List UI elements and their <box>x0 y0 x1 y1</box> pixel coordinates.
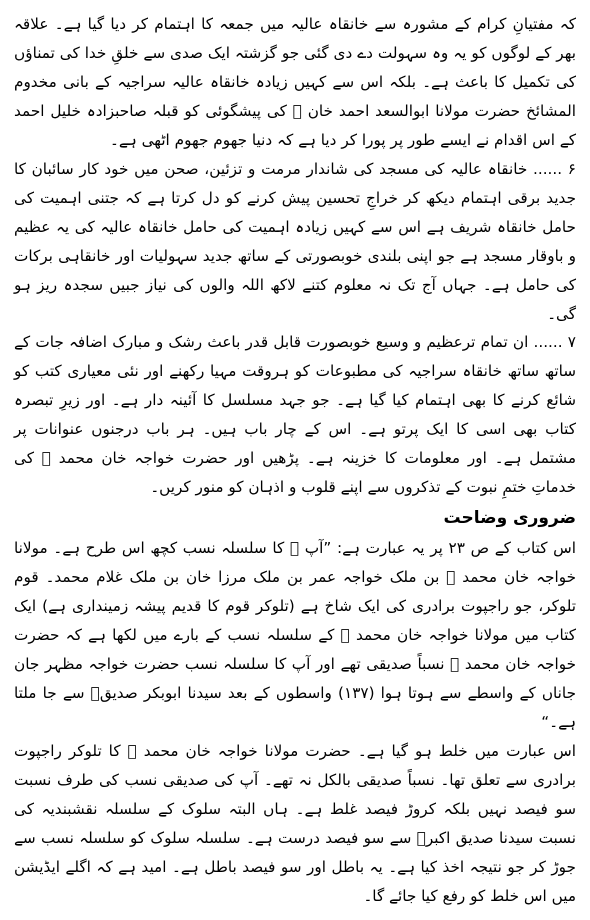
paragraph-correction: اس عبارت میں خلط ہو گیا ہے۔ حضرت مولانا خواجہ خان محمد ﷫ کا تلوکر راجپوت برادری سے تعلق تھا۔ نسباً صدیقی بالکل نہ تھے۔ آپ کی صدیقی نسب کی طرف نسبت سو فیصد نہیں بلکہ کروڑ فیصد غلط ہے۔ ہاں البتہ سلوک کے سلسلہ نقشبندیہ کی نسبت سیدنا صدیق اکبرؓ سے سو فیصد درست ہے۔ سلسلہ سلوک کو سلسلہ نسب سے جوڑ کر جو نتیجہ اخذ کیا ہے۔ یہ باطل اور سو فیصد باطل ہے۔ امید ہے کہ اگلے ایڈیشن میں اس خلط کو رفع کیا جائے گا۔ <box>14 741 576 905</box>
paragraph-item-6-masjid: ۶ ...... خانقاہ عالیہ کی مسجد کی شاندار مرمت و تزئین، صحن میں خود کار سائبان کا جدید برقی اہتمام دیکھ کر خراجِ تحسین پیش کرنے کو دل کرتا ہے کہ جتنی اہمیت کی حامل خانقاہ شریف ہے اس سے کہیں زیادہ اہمیت کی حامل خانقاہ عالیہ کی یہ عظیم و باوقار مسجد ہے جو اپنی بلندی خوبصورتی کے ساتھ جدید سہولیات اور خانقاہی برکات کی حامل ہے۔ جہاں آج تک نہ معلوم کتنے لاکھ اللہ والوں کی نیاز جبیں سجدہ ریز ہو گی۔ <box>14 159 576 323</box>
paragraph-jumma-arrangement: کہ مفتیانِ کرام کے مشورہ سے خانقاہ عالیہ میں جمعہ کا اہتمام کر دیا گیا ہے۔ علاقہ بھر کے لوگوں کو یہ وہ سہولت دے دی گئی جو گزشتہ ایک صدی سے خلقِ خدا کی تمناؤں کی تکمیل کا باعث ہے۔ بلکہ اس سے کہیں زیادہ خانقاہ عالیہ سراجیہ کے بانی مخدوم المشائخ حضرت مولانا ابوالسعد احمد خان ﷫ کی پیشگوئی کو قبلہ صاحبزادہ خلیل احمد کے اس اقدام نے ایسے طور پر پورا کر دیا ہے کہ دنیا جھوم جھوم اٹھی ہے۔ <box>14 15 576 149</box>
section-heading-clarification: ضروری وضاحت <box>443 508 576 529</box>
paragraph-quoted-lineage: اس کتاب کے ص ۲۳ پر یہ عبارت ہے: ”آپ ﷫ کا سلسلہ نسب کچھ اس طرح ہے۔ مولانا خواجہ خان محمد ﷫ بن ملک خواجہ عمر بن ملک مرزا خان بن ملک غلام محمد۔ قوم تلوکر، جو راجپوت برادری کی ایک شاخ ہے (تلوکر قوم کا قدیم پیشہ زمینداری ہے) ایک کتاب میں مولانا خواجہ خان محمد ﷫ کے سلسلہ نسب کے بارے میں لکھا ہے کہ حضرت خواجہ خان محمد ﷫ نسباً صدیقی تھے اور آپ کا سلسلہ نسب حضرت خواجہ مظہر جان جاناں کے واسطے سے ہوتا ہوا (۱۳۷) واسطوں کے بعد سیدنا ابوبکر صدیقؓ سے جا ملتا ہے۔“ <box>14 539 577 731</box>
paragraph-item-7-publications: ۷ ...... ان تمام ترعظیم و وسیع خوبصورت قابل قدر باعث رشک و مبارک اضافہ جات کے ساتھ ساتھ خانقاہ سراجیہ کی مطبوعات کو ہروقت مہیا رکھنے اور نئی معیاری کتب کو شائع کرنے کا بھی اہتمام کیا گیا ہے۔ جو جہد مسلسل کا آئینہ دار ہے۔ اور زیرِ تبصرہ کتاب بھی اسی کا ایک پرتو ہے۔ اس کے چار باب ہیں۔ ہر باب درجنوں عنوانات پر مشتمل ہے۔ اور معلومات کا خزینہ ہے۔ پڑھیں اور حضرت خواجہ خان محمد ﷫ کی خدماتِ ختمِ نبوت کے تذکروں سے اپنے قلوب و اذہان کو منور کریں۔ <box>14 333 576 497</box>
